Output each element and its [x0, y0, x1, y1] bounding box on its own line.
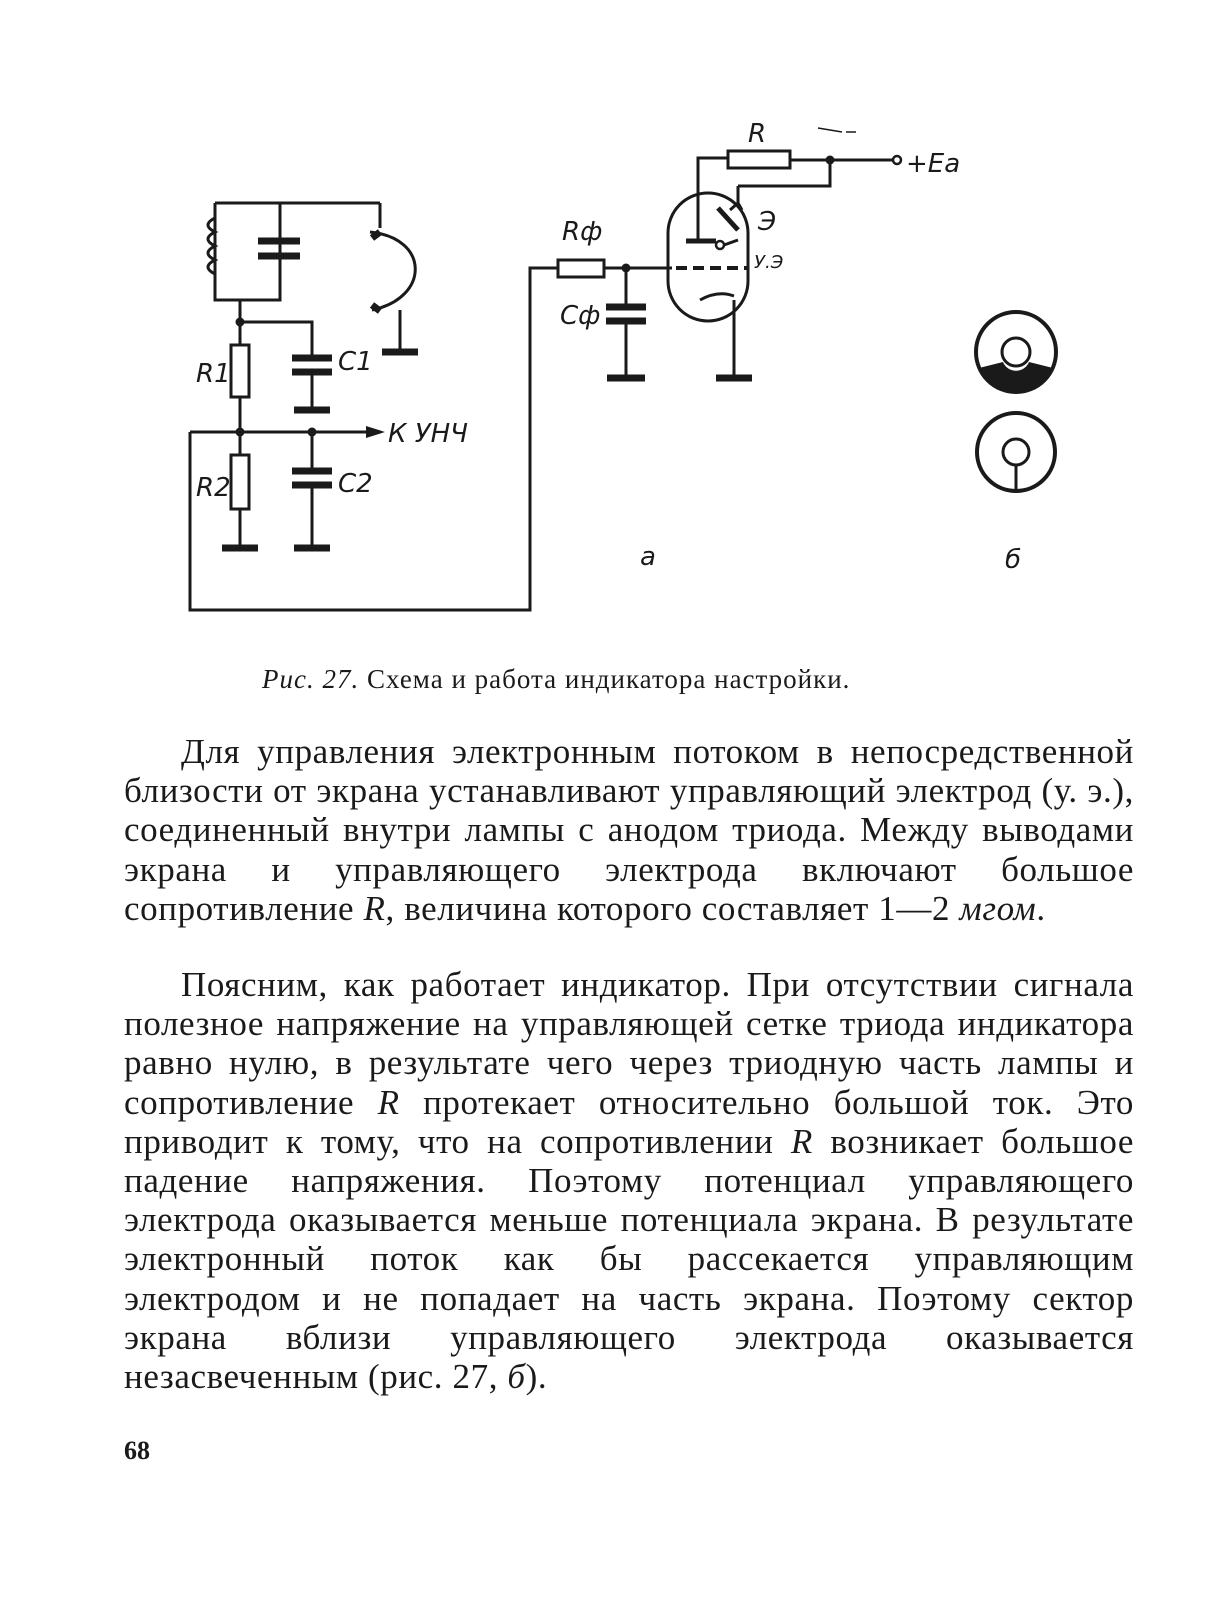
resistor-r2 — [231, 455, 249, 509]
label-r1: R1 — [196, 359, 231, 389]
capacitor-c1 — [292, 358, 332, 372]
label-sub-b: б — [1005, 545, 1022, 575]
arrow-icon — [366, 426, 385, 438]
label-ue: У.Э — [754, 252, 784, 273]
p2-text-1: Поясним, как работает индикатор. При отсутствии сигнала полезное напряжение на управляющей сетке триода индикатора равно нулю, в результате чего через триодную часть лампы и сопротивление — [124, 965, 1134, 1122]
p2-symbol-r-2: R — [790, 1121, 813, 1161]
terminal-icon — [893, 156, 901, 164]
label-r-phi: Rф — [562, 217, 603, 247]
capacitor-c2 — [292, 471, 332, 485]
label-r2: R2 — [196, 473, 231, 503]
capacitor-c-phi — [606, 307, 646, 321]
caption-text: Схема и работа индикатора настройки. — [366, 664, 851, 694]
resistor-r — [728, 151, 790, 168]
p1-symbol-r: R — [363, 888, 386, 928]
p1-text-1: Для управления электронным потоком в непосредственной близости от экрана устанавливают управляющий электрод (у. э.), соединенный внутри лампы с анодом триода. Между выводами экрана и управляющего электрода включают большое сопротивление — [124, 732, 1134, 928]
p2-figure-ref: б — [507, 1357, 526, 1397]
resistor-r1 — [231, 345, 249, 397]
diode-icon — [370, 232, 415, 310]
figure-caption — [262, 664, 1022, 695]
label-ea: +Eа — [906, 149, 961, 179]
circuit-figure — [150, 100, 1100, 660]
label-to-unch: К УНЧ — [388, 419, 468, 449]
indicator-screens — [976, 312, 1056, 491]
paragraph-1 — [124, 732, 1134, 928]
label-r: R — [748, 119, 767, 149]
circuit-diagram — [150, 100, 1100, 660]
paragraph-2 — [124, 965, 1134, 1396]
page-number: 68 — [124, 1436, 150, 1465]
label-e: Э — [758, 207, 777, 237]
tube-envelope — [668, 193, 748, 321]
indicator-circuit — [558, 128, 901, 378]
p1-text-3: . — [1036, 888, 1046, 928]
detector-circuit — [190, 203, 558, 610]
p2-symbol-r-1: R — [377, 1082, 400, 1122]
p2-text-4: ). — [525, 1357, 548, 1397]
label-c1: C1 — [338, 347, 373, 377]
p1-text-2: , величина которого составляет 1—2 — [385, 888, 960, 928]
p2-text-3: возникает большое падение напряжения. Поэтому потенциал управляющего электрода оказывается меньше потенциала экрана. В результате электронный поток как бы рассекается управляющим электродом и не попадает на часть экрана. Поэтому сектор экрана вблизи управляющего электрода оказывается незасвеченным (рис. 27, — [124, 1121, 1134, 1397]
p2-text-2: протекает относительно большой ток. Это приводит к тому, что на сопротивлении — [124, 1082, 1134, 1161]
label-c2: C2 — [338, 469, 373, 499]
resistor-r-phi — [558, 260, 604, 277]
label-sub-a: а — [640, 542, 656, 572]
caption-prefix: Рис. 27. — [262, 664, 360, 694]
label-c-phi: Cф — [560, 301, 601, 331]
p1-unit: мгом — [959, 888, 1037, 928]
